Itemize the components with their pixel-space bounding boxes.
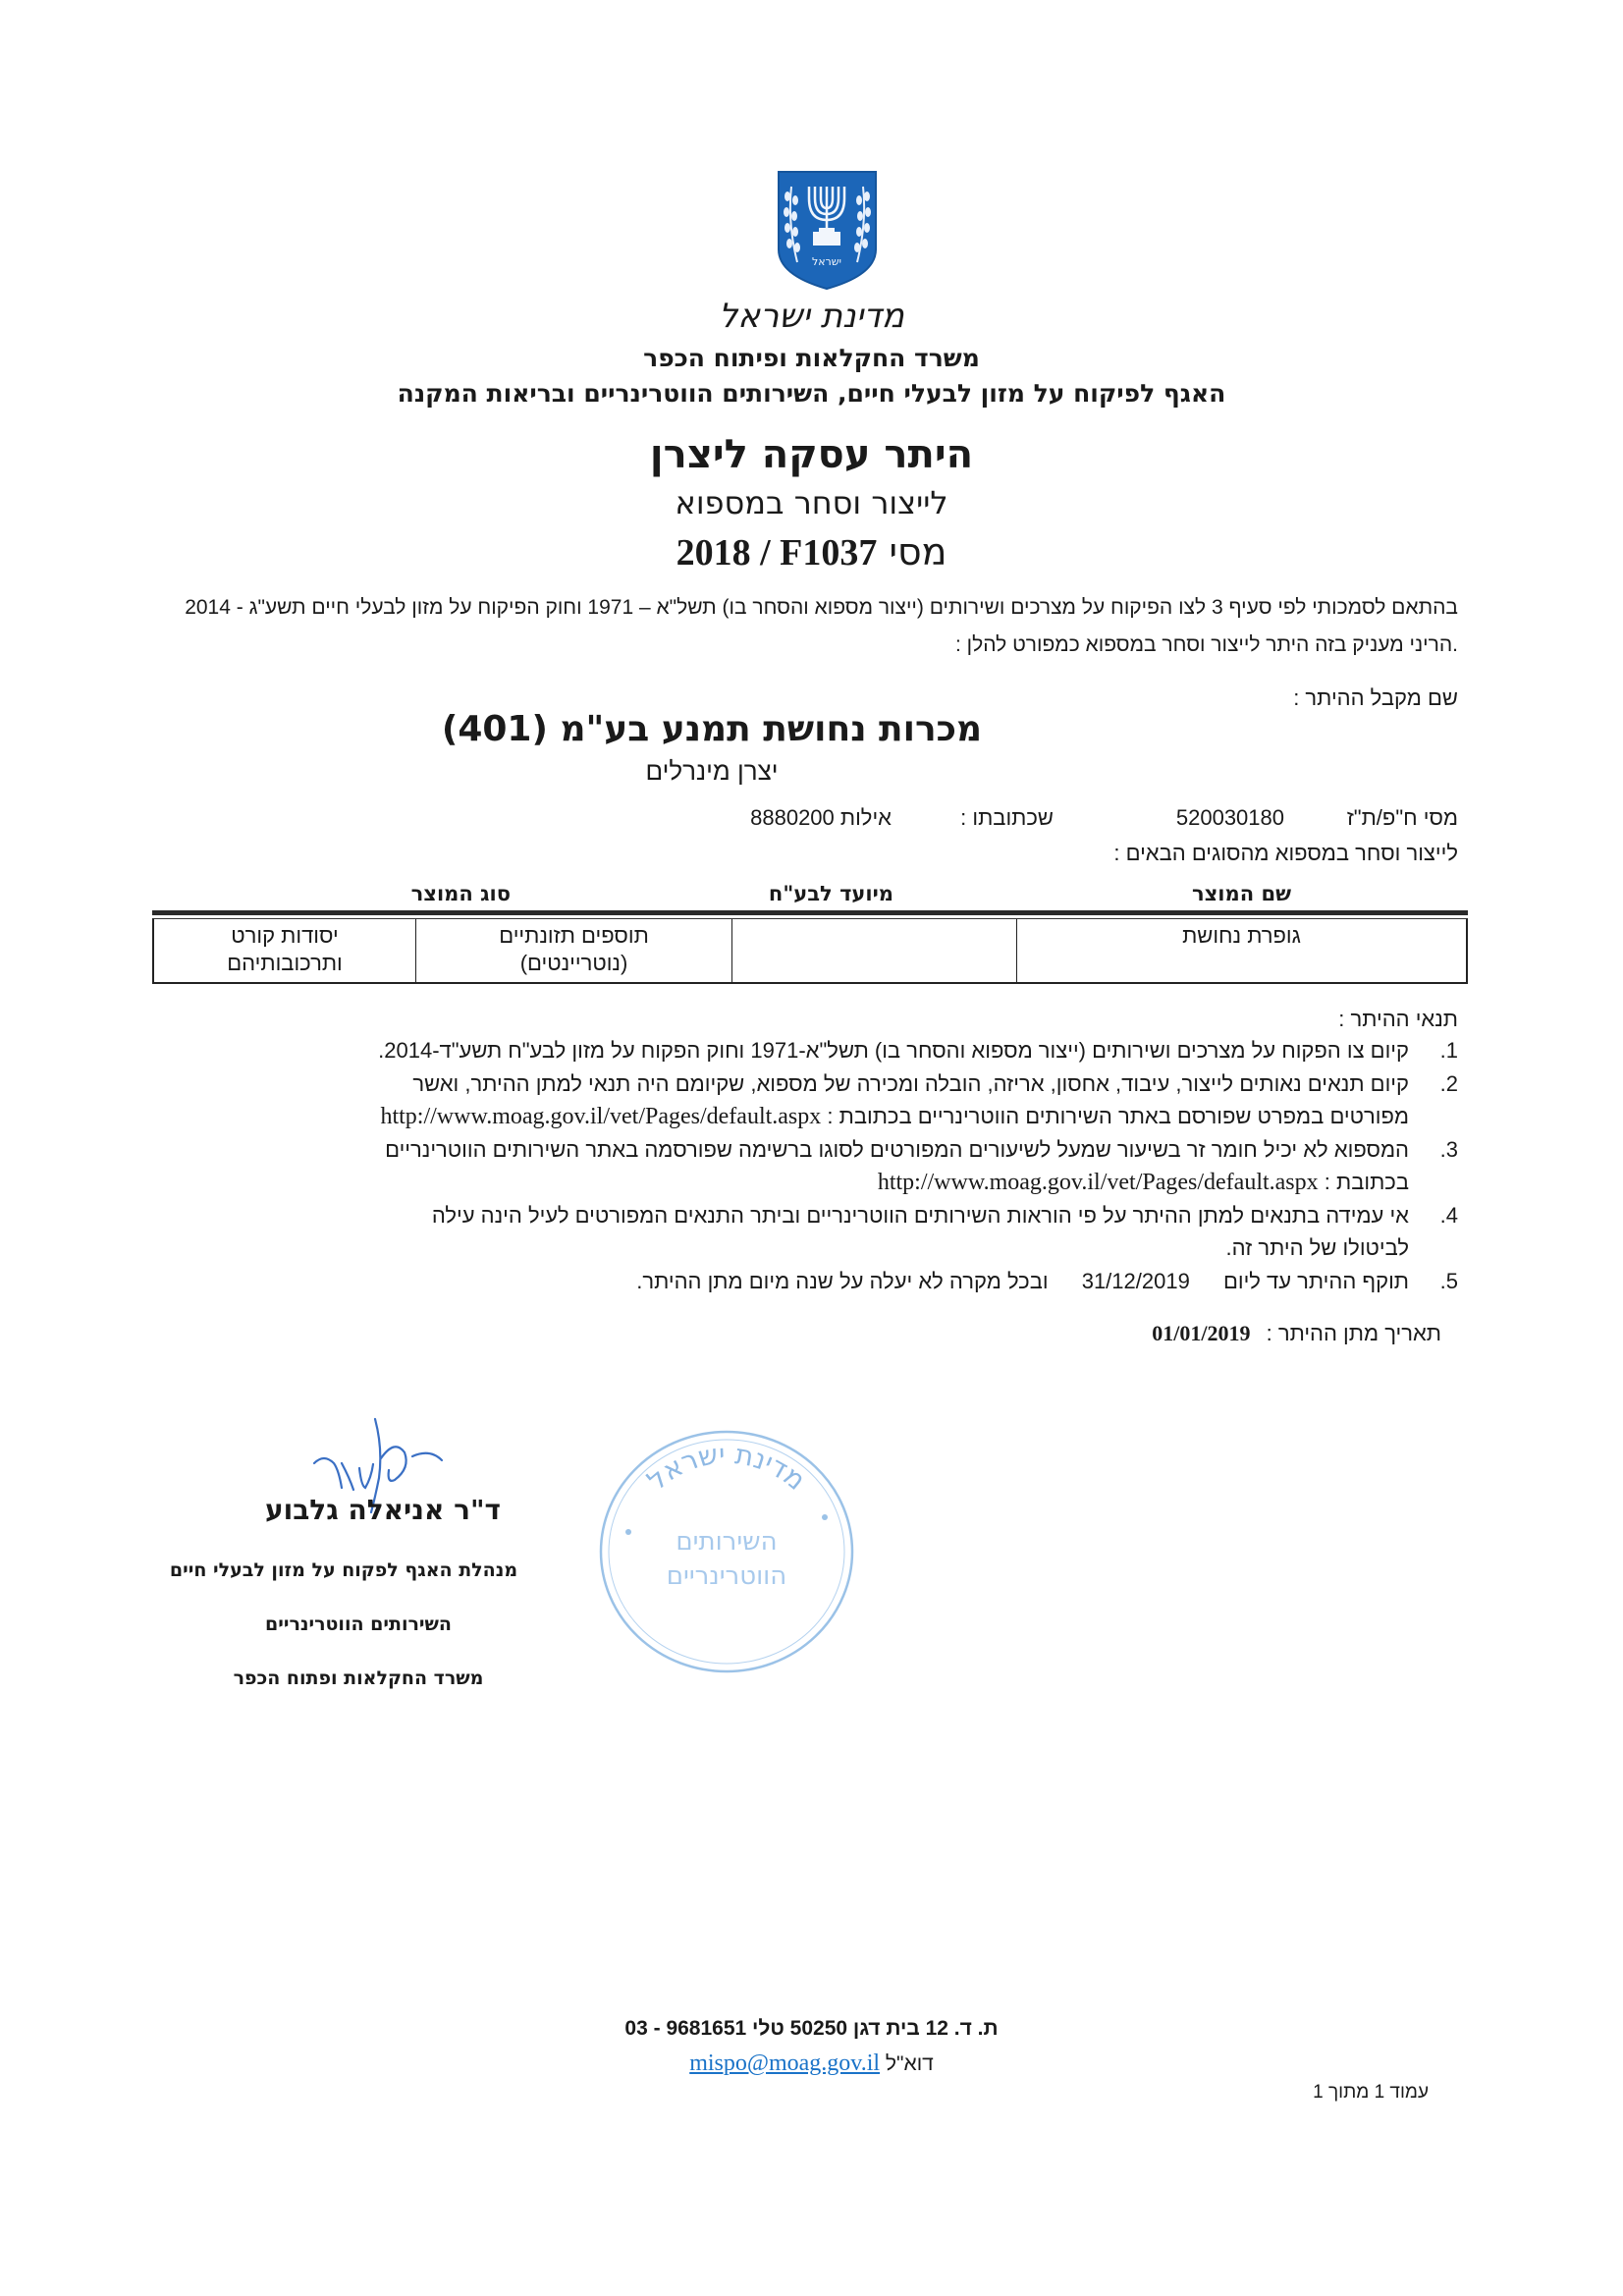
- product-types-intro: לייצור וסחר במספוא מהסוגים הבאים :: [1113, 841, 1458, 865]
- condition-item: [142, 1135, 1458, 1198]
- stamp-inner-line2: הווטרינריים: [666, 1561, 787, 1591]
- condition-text: אי עמידה בתנאים למתן ההיתר על פי הוראות השירותים הווטרינריים וביתר התנאים המפורטים לעיל הינה עילה: [431, 1203, 1409, 1228]
- condition-text-line2-label: בכתובת :: [1324, 1170, 1409, 1194]
- issue-date: [1152, 1321, 1441, 1346]
- cell-type2-line1: יסודות קורט: [231, 923, 339, 948]
- svg-text:ישראל: ישראל: [811, 255, 842, 268]
- condition-item: [142, 1036, 1458, 1066]
- cell-product-name: גופרת נחושת: [1016, 919, 1466, 982]
- ministry-name: משרד החקלאות ופיתוח הכפר: [643, 344, 980, 372]
- issue-date-label: תאריך מתן ההיתר :: [1266, 1321, 1441, 1345]
- cell-type1-line1: תוספים תזונתיים: [499, 923, 649, 948]
- address-value: אילות 8880200: [750, 805, 892, 830]
- cell-product-type-subcategory: [154, 919, 415, 982]
- vet-services-link[interactable]: http://www.moag.gov.il/vet/Pages/default.aspx: [380, 1104, 822, 1129]
- permit-title: היתר עסקה ליצרן: [649, 432, 974, 477]
- state-name: מדינת ישראל: [719, 297, 904, 336]
- vet-services-link[interactable]: http://www.moag.gov.il/vet/Pages/default.aspx: [877, 1170, 1319, 1195]
- column-header-intended-for: מיועד לבע"ח: [768, 882, 893, 905]
- condition-item: [142, 1201, 1458, 1264]
- condition-number: 1.: [1439, 1038, 1458, 1063]
- table-row: [152, 918, 1468, 984]
- footer-address: ת. ד. 12 בית דגן 50250 טלי 9681651 - 03: [624, 2017, 999, 2040]
- table-header-rule: [152, 910, 1468, 915]
- condition-number: 2.: [1439, 1071, 1458, 1096]
- company-id-label: מסי ח"פ/ת"ז: [1346, 805, 1458, 830]
- signer-department: השירותים הווטרינריים: [265, 1613, 452, 1635]
- division-name: האגף לפיקוח על מזון לבעלי חיים, השירותים הווטרינריים ובריאות המקנה: [397, 379, 1226, 408]
- footer-email-row: [0, 2050, 1623, 2077]
- footer-email-link[interactable]: mispo@moag.gov.il: [689, 2050, 881, 2076]
- cell-product-type-category: [415, 919, 731, 982]
- column-header-product-name: שם המוצר: [1191, 882, 1291, 905]
- products-table-header: [152, 882, 1468, 907]
- condition-text: המספוא לא יכיל חומר זר בשיעור שמעל לשיעורים המפורטים לסוגו ברשימה שפורסמה באתר השירותים הווטרינריים: [385, 1137, 1409, 1162]
- permit-subtitle: לייצור וסחר במספוא: [675, 484, 948, 521]
- company-name: מכרות נחושת תמנע בע"מ (401): [441, 709, 983, 749]
- stamp-outer-text: מדינת ישראל: [640, 1437, 813, 1498]
- signer-name: ד"ר אניאלה גלבוע: [264, 1494, 502, 1526]
- stamp-inner-line1: השירותים: [676, 1527, 778, 1557]
- conditions-label: תנאי ההיתר :: [1338, 1007, 1458, 1031]
- condition-text-line2-label: מפורטים במפרט שפורסם באתר השירותים הווטרינריים בכתובת :: [827, 1104, 1409, 1128]
- footer-email-label: דוא"ל: [885, 2052, 934, 2075]
- condition-text: [636, 1267, 1409, 1296]
- official-stamp-icon: [589, 1424, 864, 1679]
- address-label: שכתובתו :: [960, 805, 1054, 830]
- permit-number-label: מסי: [889, 530, 947, 574]
- condition-number: 5.: [1439, 1269, 1458, 1293]
- cell-type1-line2: (נוטריינטים): [519, 951, 628, 975]
- state-emblem-menorah-icon: [776, 169, 879, 292]
- validity-note: ובכל מקרה לא יעלה על שנה מיום מתן ההיתר.: [636, 1269, 1049, 1293]
- page-number: עמוד 1 מתוך 1: [1313, 2082, 1429, 2103]
- validity-label: תוקף ההיתר עד ליום: [1222, 1269, 1409, 1293]
- column-header-product-type: סוג המוצר: [410, 882, 511, 905]
- condition-text-line2: [380, 1102, 1409, 1131]
- condition-item: [142, 1267, 1458, 1296]
- cell-intended-for: [731, 919, 1016, 982]
- intro-paragraph: בהתאם לסמכותי לפי סעיף 3 לצו הפיקוח על מצרכים ושירותים (ייצור מספוא והסחר בו) תשל"א – 1971 וחוק הפיקוח על מזון לבעלי חיים תשע"ג - 2014 .הריני מעניק בזה היתר לייצור וסחר במספוא כמפורט להלן :: [185, 596, 1458, 656]
- signer-ministry: משרד החקלאות ופתוח הכפר: [233, 1667, 484, 1689]
- permit-number-value: 2018 / F1037: [676, 532, 878, 574]
- condition-text-line2: [878, 1168, 1409, 1197]
- valid-until-date: 31/12/2019: [1081, 1269, 1190, 1293]
- cell-type2-line2: ותרכובותיהם: [227, 951, 343, 975]
- condition-text: קיום צו הפקוח על מצרכים ושירותים (ייצור מספוא והסחר בו) תשל"א-1971 וחוק הפקוח על מזון לבע"ח תשע"ד-2014.: [378, 1038, 1409, 1063]
- condition-number: 4.: [1439, 1203, 1458, 1228]
- company-id-value: 520030180: [1175, 805, 1284, 830]
- condition-number: 3.: [1439, 1137, 1458, 1162]
- issue-date-value: 01/01/2019: [1152, 1321, 1251, 1345]
- signer-title: מנהלת האגף לפקוח על מזון לבעלי חיים: [169, 1559, 518, 1581]
- company-description: יצרן מינרלים: [645, 756, 779, 786]
- permit-number: [0, 530, 1623, 574]
- condition-text-line2: לביטולו של היתר זה.: [1225, 1235, 1409, 1260]
- condition-text: קיום תנאים נאותים לייצור, עיבוד, אחסון, אריזה, הובלה ומכירה של מספוא, שקיומם היה תנאי למתן ההיתר, ואשר: [412, 1071, 1409, 1096]
- recipient-label: שם מקבל ההיתר :: [1293, 685, 1458, 710]
- condition-item: [142, 1069, 1458, 1132]
